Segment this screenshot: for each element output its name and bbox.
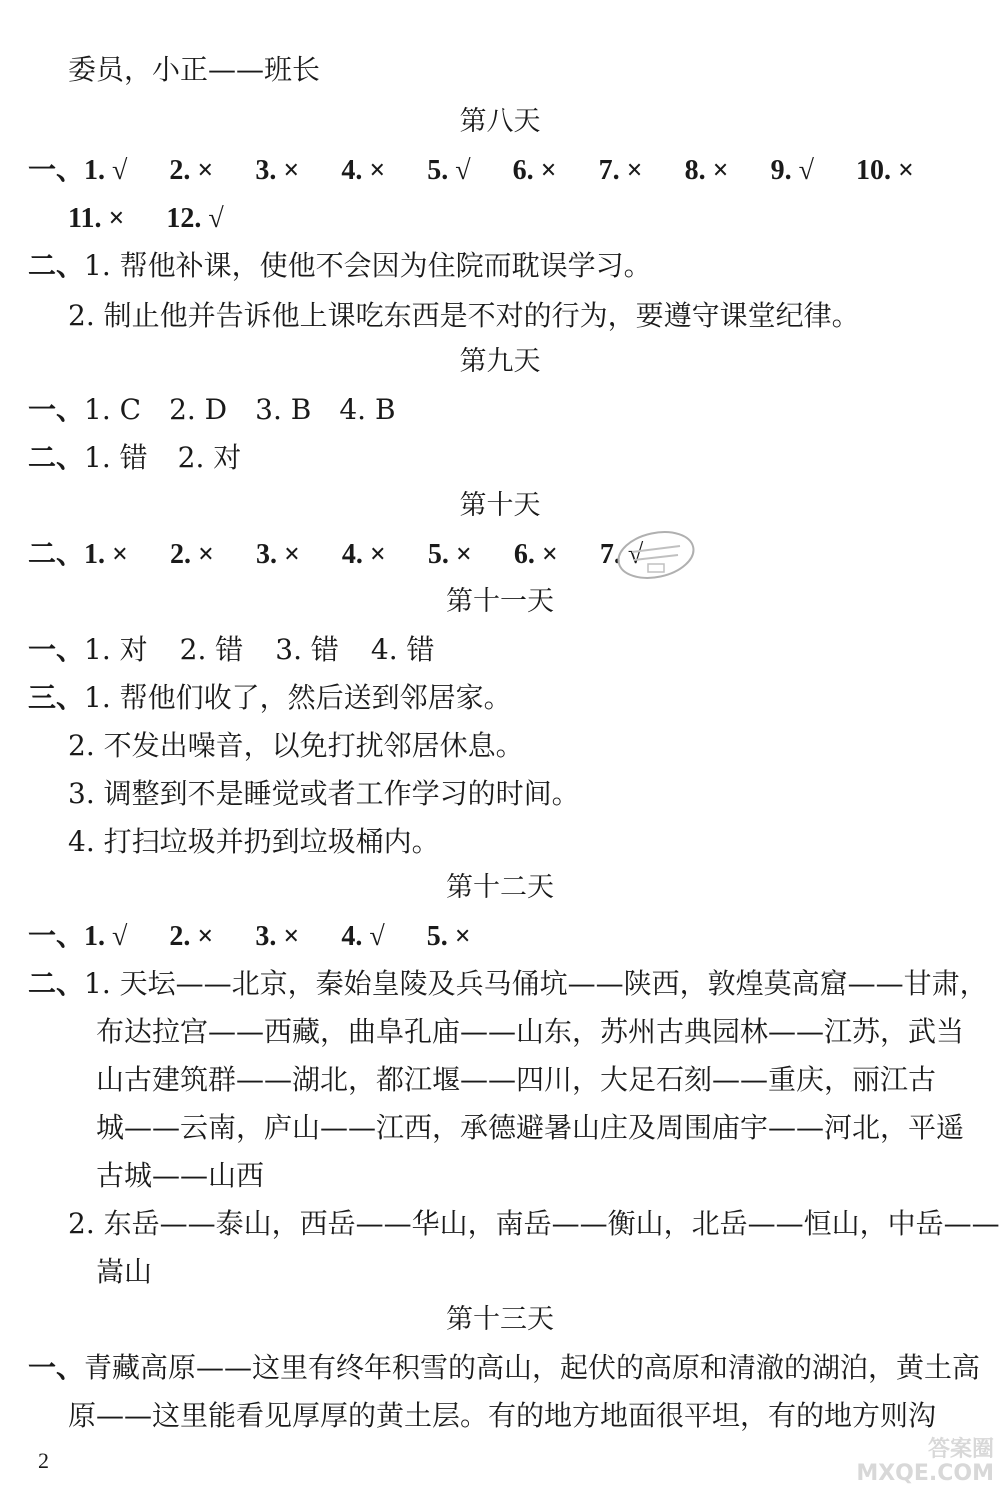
day8-s1-row2 [68,198,224,238]
day11-s3-a1 [28,678,512,718]
answer-item: 7. × [598,155,643,186]
day13-s1-line1 [28,1348,980,1388]
answer-item: 2. D [169,393,228,426]
answer-item: 7. √ [599,539,644,570]
answer-item: 4. √ [341,921,385,952]
day11-s3-mark: 三、 [28,681,85,714]
answer-item: 2. × [169,539,214,570]
day12-s2-a1-line4: 城——云南，庐山——江西，承德避暑山庄及周围庙宇——河北，平遥 [96,1111,965,1144]
answer-item: 1. 对 [84,633,148,666]
page-number: 2 [38,1448,49,1473]
day11-title: 第十一天 [446,586,554,617]
answer-item: 2. 对 [177,441,242,474]
answer-text: 青藏高原——这里有终年积雪的高山，起伏的高原和清澈的湖泊，黄土高 [84,1351,981,1384]
watermark [784,1438,994,1492]
day11-s1-mark: 一、 [28,633,85,666]
day12-s2-a1-line3: 山古建筑群——湖北，都江堰——四川，大足石刻——重庆，丽江古 [96,1063,937,1096]
day12-title: 第十二天 [446,872,554,903]
day9-s2-mark: 二、 [28,441,85,474]
answer-item: 5. √ [427,155,471,186]
watermark-line2: MXQE.COM [856,1461,994,1486]
answer-item: 1. × [84,539,128,570]
answer-item: 4. × [341,155,386,186]
answer-item: 4. × [341,539,386,570]
answer-item: 6. × [513,539,558,570]
day12-s2-a1-line2: 布达拉宫——西藏，曲阜孔庙——山东，苏州古典园林——江苏，武当 [96,1015,965,1048]
watermark-line1: 答案圈 [927,1437,994,1462]
answer-item: 3. × [255,539,300,570]
answer-item: 3. × [255,155,300,186]
answer-item: 2. × [169,155,214,186]
answer-item: 1. C [84,393,142,426]
answer-item: 3. 错 [275,633,339,666]
answer-item: 1. 错 [84,441,148,474]
day9-title: 第九天 [459,346,541,377]
day13-s1-line2: 原——这里能看见厚厚的黄土层。有的地方地面很平坦，有的地方则沟 [68,1399,937,1432]
day9-s2 [28,438,241,478]
day12-s1 [28,916,471,956]
answer-item: 10. × [855,155,914,186]
day9-s1-mark: 一、 [28,393,85,426]
day12-s2-a1-line5: 古城——山西 [96,1159,265,1192]
answer-item: 5. × [427,539,472,570]
answer-item: 9. √ [770,155,814,186]
day8-s2-a2: 2. 制止他并告诉他上课吃东西是不对的行为，要遵守课堂纪律。 [68,299,860,332]
day12-s2-a1-line1 [28,964,988,1004]
day8-s1-row1 [28,150,914,190]
answer-item: 4. 错 [370,633,435,666]
answer-item: 2. 错 [179,633,244,666]
answer-item: 11. × [68,203,125,234]
answer-text: 1. 帮他们收了，然后送到邻居家。 [84,681,512,714]
answer-item: 5. × [426,921,471,952]
day8-s1-mark: 一、 [28,153,85,186]
answer-item: 1. √ [84,921,128,952]
day10-title: 第十天 [459,490,541,521]
answer-text: 1. 帮他补课，使他不会因为住院而耽误学习。 [84,249,652,282]
day8-s2-a1 [28,246,652,286]
answer-item: 3. B [255,393,312,426]
day13-title: 第十三天 [446,1304,554,1335]
stamp-icon [614,528,698,582]
answer-text: 1. 天坛——北京，秦始皇陵及兵马俑坑——陕西，敦煌莫高窟——甘肃， [84,967,988,1000]
day11-s3-a2: 2. 不发出噪音，以免打扰邻居休息。 [68,729,524,762]
day12-s1-mark: 一、 [28,919,85,952]
answer-item: 8. × [684,155,729,186]
answer-item: 3. × [255,921,300,952]
day10-s2-mark: 二、 [28,537,85,570]
day11-s3-a3: 3. 调整到不是睡觉或者工作学习的时间。 [68,777,580,810]
day8-s2-mark: 二、 [28,249,85,282]
day13-s1-mark: 一、 [28,1351,85,1384]
answer-item: 2. × [169,921,214,952]
day12-s2-a2-line2: 嵩山 [96,1255,153,1288]
day10-s2 [28,534,643,574]
answer-item: 12. √ [166,203,224,234]
answer-item: 1. √ [84,155,128,186]
intro-line: 委员，小正——班长 [68,53,321,86]
day8-title: 第八天 [459,106,541,137]
day9-s1 [28,390,396,430]
day11-s1 [28,630,435,670]
answer-item: 6. × [512,155,557,186]
day12-s2-a2-line1: 2. 东岳——泰山，西岳——华山，南岳——衡山，北岳——恒山，中岳—— [68,1207,1000,1240]
day12-s2-mark: 二、 [28,967,85,1000]
answer-item: 4. B [339,393,396,426]
day11-s3-a4: 4. 打扫垃圾并扔到垃圾桶内。 [68,825,440,858]
